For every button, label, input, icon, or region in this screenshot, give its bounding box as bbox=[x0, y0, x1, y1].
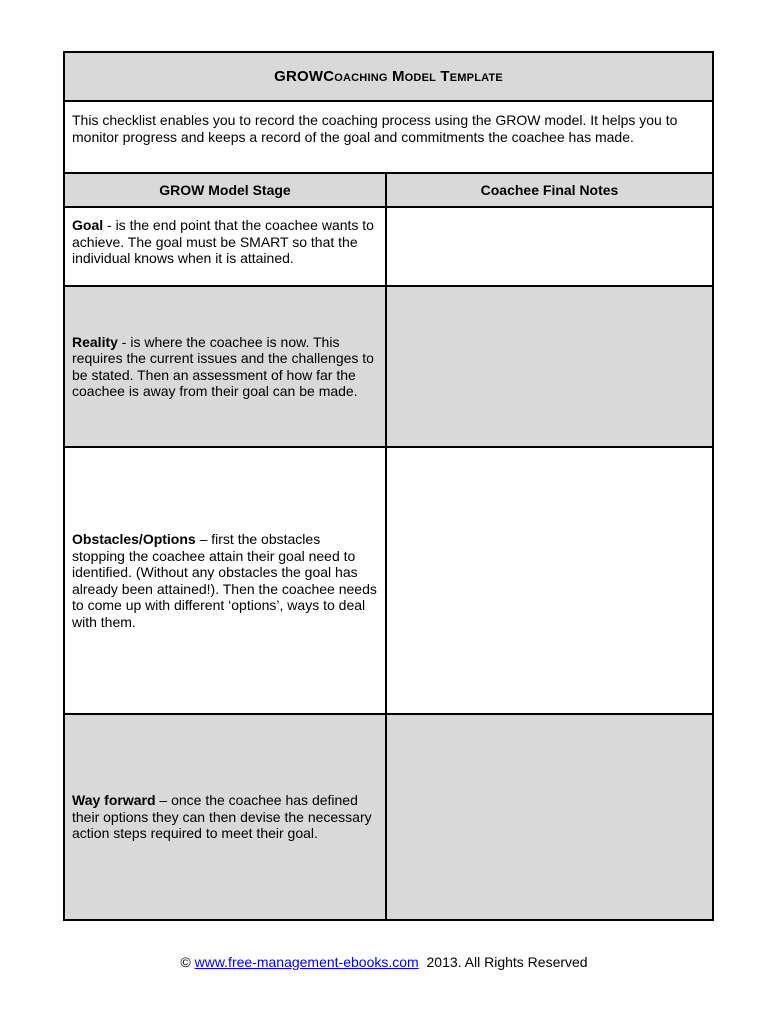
stage-cell-reality bbox=[65, 287, 387, 446]
stage-desc-goal: - is the end point that the coachee wants to achieve. The goal must be SMART so that the individual knows when it is attained. bbox=[72, 217, 374, 266]
template-title bbox=[65, 53, 712, 102]
notes-cell-way-forward[interactable] bbox=[387, 715, 712, 919]
stage-cell-goal bbox=[65, 208, 387, 285]
stage-row-way-forward bbox=[65, 715, 712, 919]
stage-desc-obstacles: – first the obstacles stopping the coachee attain their goal need to identified. (Without any obstacles the goal has already been attained!). Then the coachee needs to come up with different ‘options’, ways to deal with them. bbox=[72, 531, 377, 630]
intro-text: This checklist enables you to record the coaching process using the GROW model. It helps you to monitor progress and keeps a record of the goal and commitments the coachee has made. bbox=[65, 102, 712, 174]
copyright-footer bbox=[0, 954, 768, 970]
column-header-notes: Coachee Final Notes bbox=[480, 182, 619, 198]
notes-cell-obstacles[interactable] bbox=[387, 448, 712, 713]
stage-desc-way-forward: – once the coachee has defined their options they can then devise the necessary action steps required to meet their goal. bbox=[72, 792, 372, 842]
stage-row-reality bbox=[65, 287, 712, 448]
stage-desc-reality: - is where the coachee is now. This requires the current issues and the challenges to be stated. Then an assessment of how far the coachee is away from their goal can be made. bbox=[72, 333, 374, 399]
notes-cell-goal[interactable] bbox=[387, 208, 712, 285]
website-link[interactable]: www.free-management-ebooks.com bbox=[194, 954, 419, 970]
stage-term-goal: Goal bbox=[72, 217, 104, 233]
title-rest: Coaching Model Template bbox=[323, 68, 503, 85]
column-header-row bbox=[65, 174, 712, 208]
stage-term-obstacles: Obstacles/Options bbox=[72, 531, 196, 547]
stage-row-goal bbox=[65, 208, 712, 287]
title-grow: GROW bbox=[274, 68, 324, 85]
stage-cell-obstacles bbox=[65, 448, 387, 713]
stage-row-obstacles bbox=[65, 448, 712, 715]
grow-template-table bbox=[63, 51, 714, 921]
stage-cell-way-forward bbox=[65, 715, 387, 919]
notes-cell-reality[interactable] bbox=[387, 287, 712, 446]
copyright-symbol: © bbox=[180, 954, 195, 970]
stage-term-reality: Reality bbox=[72, 333, 118, 350]
column-header-stage: GROW Model Stage bbox=[65, 174, 387, 206]
rights-text: 2013. All Rights Reserved bbox=[418, 954, 588, 970]
stage-term-way-forward: Way forward bbox=[72, 792, 156, 809]
